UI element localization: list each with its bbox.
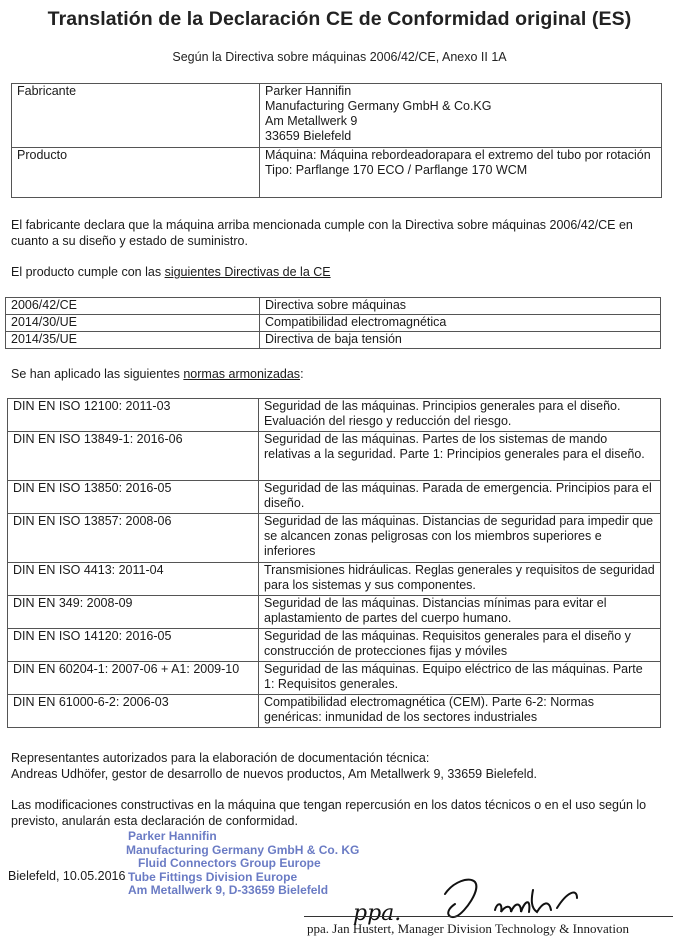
page-subtitle: Según la Directiva sobre máquinas 2006/42/CE, Anexo II 1A xyxy=(172,50,507,64)
manufacturer-line: Am Metallwerk 9 xyxy=(265,114,358,128)
standard-code: DIN EN 61000-6-2: 2006-03 xyxy=(8,695,259,728)
standards-intro-suffix: : xyxy=(300,367,304,381)
table-row xyxy=(8,662,661,695)
standard-code: DIN EN 60204-1: 2007-06 + A1: 2009-10 xyxy=(8,662,259,695)
standard-desc: Seguridad de las máquinas. Distancias mínimas para evitar el aplastamiento de partes del cuerpo humano. xyxy=(259,596,661,629)
table-row xyxy=(8,481,661,514)
table-row xyxy=(12,148,662,198)
standard-code: DIN EN 349: 2008-09 xyxy=(8,596,259,629)
signer-name: ppa. Jan Hustert, Manager Division Technology & Innovation xyxy=(307,921,629,936)
standard-desc: Seguridad de las máquinas. Partes de los sistemas de mando relativas a la seguridad. Parte 1: Principios generales para el diseño. xyxy=(259,432,661,481)
table-row xyxy=(8,399,661,432)
stamp-line: Tube Fittings Division Europe xyxy=(128,869,298,884)
standard-code: DIN EN ISO 14120: 2016-05 xyxy=(8,629,259,662)
standard-code: DIN EN ISO 12100: 2011-03 xyxy=(8,399,259,432)
standard-desc: Seguridad de las máquinas. Principios generales para el diseño. Evaluación del riesgo y reducción del riesgo. xyxy=(259,399,661,432)
standard-code: DIN EN ISO 13857: 2008-06 xyxy=(8,514,259,563)
manufacturer-line: Manufacturing Germany GmbH & Co.KG xyxy=(265,99,492,113)
standard-desc: Seguridad de las máquinas. Distancias de seguridad para impedir que se alcancen zonas peligrosas con los miembros superiores e inferiores xyxy=(259,514,661,563)
signature-mark: ppa. xyxy=(353,901,402,926)
directive-name: Directiva sobre máquinas xyxy=(260,298,661,315)
manufacturer-table xyxy=(11,83,662,198)
table-row xyxy=(6,332,661,349)
standard-desc: Transmisiones hidráulicas. Reglas generales y requisitos de seguridad para los sistemas y sus componentes. xyxy=(259,563,661,596)
table-row xyxy=(8,432,661,481)
manufacturer-line: Parker Hannifin xyxy=(265,84,352,98)
product-line: Tipo: Parflange 170 ECO / Parflange 170 WCM xyxy=(265,163,528,177)
representatives-line: Representantes autorizados para la elaboración de documentación técnica: xyxy=(11,751,430,765)
table-row xyxy=(8,629,661,662)
directives-intro-link: siguientes Directivas de la CE xyxy=(164,265,331,279)
stamp-line: Am Metallwerk 9, D-33659 Bielefeld xyxy=(128,883,329,897)
stamp-line: Manufacturing Germany GmbH & Co. KG xyxy=(126,842,360,857)
directive-name: Compatibilidad electromagnética xyxy=(260,315,661,332)
stamp-line: Parker Hannifin xyxy=(128,829,217,843)
standard-desc: Compatibilidad electromagnética (CEM). Parte 6-2: Normas genéricas: inmunidad de los sectores industriales xyxy=(259,695,661,728)
standard-desc: Seguridad de las máquinas. Requisitos generales para el diseño y construcción de protecciones fijas y móviles xyxy=(259,629,661,662)
standards-intro xyxy=(11,366,671,382)
table-row xyxy=(8,596,661,629)
directive-name: Directiva de baja tensión xyxy=(260,332,661,349)
standard-code: DIN EN ISO 13849-1: 2016-06 xyxy=(8,432,259,481)
page-title: Translatión de la Declaración CE de Conformidad original (ES) xyxy=(47,8,632,30)
table-row xyxy=(12,84,662,148)
stamp-line: Fluid Connectors Group Europe xyxy=(138,856,321,870)
table-row xyxy=(8,695,661,728)
product-label: Producto xyxy=(12,148,260,198)
directive-code: 2006/42/CE xyxy=(6,298,260,315)
standards-intro-prefix: Se han aplicado las siguientes xyxy=(11,367,184,381)
manufacturer-label: Fabricante xyxy=(12,84,260,148)
table-row xyxy=(6,315,661,332)
table-row xyxy=(8,514,661,563)
representatives xyxy=(11,750,671,782)
representatives-line: Andreas Udhöfer, gestor de desarrollo de nuevos productos, Am Metallwerk 9, 33659 Bielefeld. xyxy=(11,767,538,781)
directive-code: 2014/35/UE xyxy=(6,332,260,349)
standards-table xyxy=(7,398,661,728)
handwritten-signature xyxy=(345,872,605,928)
directive-code: 2014/30/UE xyxy=(6,315,260,332)
directives-intro-prefix: El producto cumple con las xyxy=(11,265,165,279)
manufacturer-value xyxy=(260,84,662,148)
standard-desc: Seguridad de las máquinas. Equipo eléctrico de las máquinas. Parte 1: Requisitos generales. xyxy=(259,662,661,695)
standards-intro-link: normas armonizadas xyxy=(183,367,301,381)
table-row xyxy=(8,563,661,596)
standard-desc: Seguridad de las máquinas. Parada de emergencia. Principios para el diseño. xyxy=(259,481,661,514)
manufacturer-line: 33659 Bielefeld xyxy=(265,129,352,143)
standard-code: DIN EN ISO 13850: 2016-05 xyxy=(8,481,259,514)
table-row xyxy=(6,298,661,315)
standard-code: DIN EN ISO 4413: 2011-04 xyxy=(8,563,259,596)
signature-line xyxy=(304,916,673,917)
place-date: Bielefeld, 10.05.2016 xyxy=(8,869,126,883)
product-value xyxy=(260,148,662,198)
declaration-text: El fabricante declara que la máquina arriba mencionada cumple con la Directiva sobre máquinas 2006/42/CE en cuanto a su diseño y estado de suministro. xyxy=(11,218,633,248)
product-line: Máquina: Máquina rebordeadorapara el extremo del tubo por rotación xyxy=(265,148,651,162)
directives-table xyxy=(5,297,661,349)
modifications-text: Las modificaciones constructivas en la máquina que tengan repercusión en los datos técnicos o en el uso según lo previsto, anularán esta declaración de conformidad. xyxy=(11,798,647,828)
directives-intro xyxy=(11,264,671,280)
